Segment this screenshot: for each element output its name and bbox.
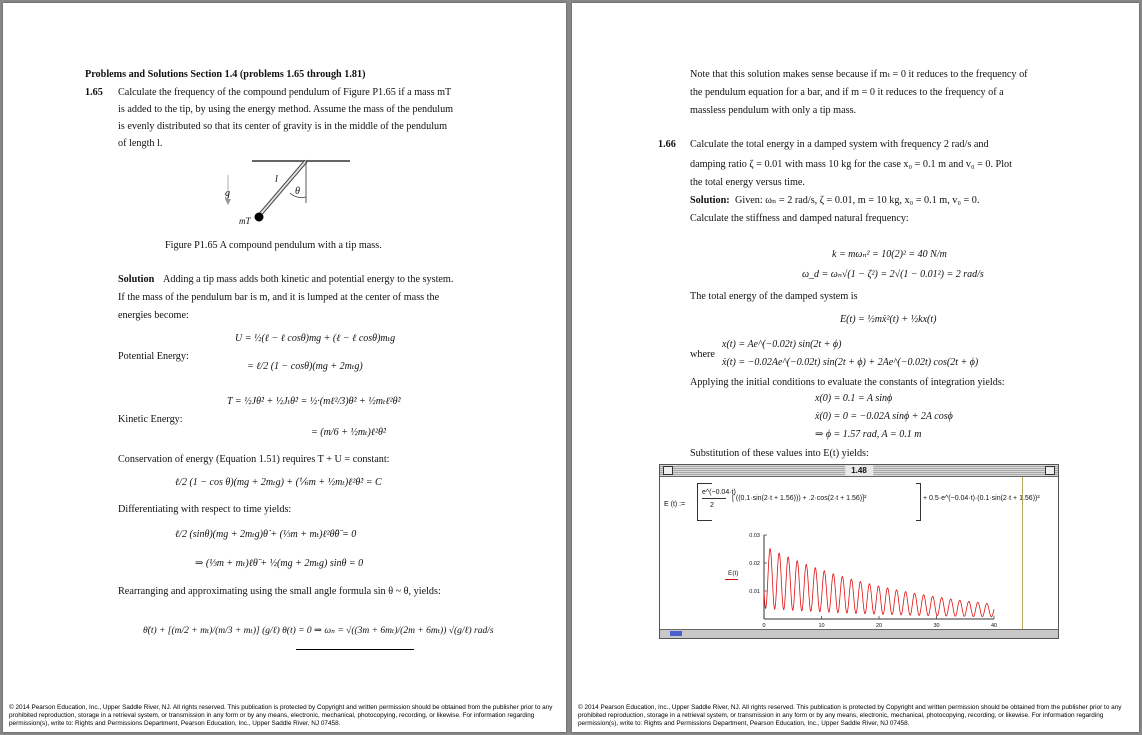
mathcad-exp: e^(−0.04·t) [702,489,736,496]
differentiation-eq2: ⇒ (⅓m + mₜ)ℓθ̈ + ½(mg + 2mₜg) sinθ = 0 [195,558,364,569]
copyright-footer: © 2014 Pearson Education, Inc., Upper Saddle River, NJ. All rights reserved. This publication is protected by Copyright and written permission should be obtained from the publisher prior to any prohibited reproduction, storage in a retrieval system, or transmission in any form or by any means, electronic, mechanical, photocopying, recording, or likewise. For information regarding permission(s), write to: Rights and Permissions Department, Pearson Education, Inc., Upper Saddle River, NJ 07458. [578,704,1122,727]
potential-energy-eq1: U = ½(ℓ − ℓ cosθ)mg + (ℓ − ℓ cosθ)mₜg [235,333,396,344]
note-line: Note that this solution makes sense because if mₜ = 0 it reduces to the frequency of [690,69,1028,80]
left-page [3,3,566,732]
total-energy-text: The total energy of the damped system is [690,291,858,302]
differentiation-eq1: ℓ/2 (sinθ)(mg + 2mₜg)θ̇ + (⅓m + mₜ)ℓ²θ̇θ̈ = 0 [175,529,357,540]
note-line: the pendulum equation for a bar, and if m = 0 it reduces to the frequency of a [690,87,1004,98]
problem-line: is evenly distributed so that its center of gravity is in the middle of the pendulum [118,121,448,132]
result-underline [296,649,414,650]
calc-text: Calculate the stiffness and damped natural frequency: [690,213,909,224]
solution-line: energies become: [118,310,189,321]
problem-line: Calculate the frequency of the compound pendulum of Figure P1.65 if a mass mT [118,87,452,98]
velocity-eq: ẋ(t) = −0.02Ae^(−0.02t) sin(2t + ϕ) + 2Ae^(−0.02t) cos(2t + ϕ) [722,357,979,368]
mass-label: mT [239,216,251,226]
potential-energy-label: Potential Energy: [118,351,189,362]
approximation-text: Rearranging and approximating using the small angle formula sin θ ~ θ, yields: [118,586,441,597]
mathcad-den: 2 [710,502,714,509]
conservation-text: Conservation of energy (Equation 1.51) requires T + U = constant: [118,454,390,465]
theta-label: θ [295,186,301,197]
given-text: Given: ωₙ = 2 rad/s, ζ = 0.01, m = 10 kg, x₀ = 0.1 m, v₀ = 0. [735,195,980,206]
initial-condition-2: ẋ(0) = 0 = −0.02A sinϕ + 2A cosϕ [815,411,953,422]
mathcad-right-bracket [916,483,921,521]
gravity-label: g [225,188,231,199]
x-tick-label: 30 [933,623,940,629]
solution-label: Solution: [690,195,730,206]
mathcad-titlebar[interactable] [660,465,1058,477]
mathcad-formula-mid: [ ((0.1·sin(2·t + 1.56))) + .2·cos(2·t + 1.56)]² [732,495,867,502]
apply-text: Applying the initial conditions to evaluate the constants of integration yields: [690,377,1005,388]
problem-line: Calculate the total energy in a damped system with frequency 2 rad/s and [690,139,989,150]
potential-energy-eq2: = ℓ/2 (1 − cosθ)(mg + 2mₜg) [247,361,363,372]
problem-line: damping ratio ζ = 0.01 with mass 10 kg for the case x₀ = 0.1 m and v₀ = 0. Plot [690,159,1012,170]
solution-line: Adding a tip mass adds both kinetic and potential energy to the system. [163,274,454,285]
damped-frequency-eq: ω_d = ωₙ√(1 − ζ²) = 2√(1 − 0.01²) = 2 rad/s [802,269,984,280]
y-tick-label: 0.01 [749,589,760,595]
energy-eq: E(t) = ½mẋ²(t) + ½kx(t) [840,314,937,325]
problem-number: 1.66 [658,139,676,150]
mathcad-formula-lhs: E (t) := [664,501,686,508]
mathcad-page-boundary [1022,477,1023,629]
x-tick-label: 20 [875,623,883,629]
initial-condition-3: ⇒ ϕ = 1.57 rad, A = 0.1 m [815,429,922,440]
zoom-box-icon[interactable] [1045,466,1055,475]
figure-caption: Figure P1.65 A compound pendulum with a tip mass. [165,240,382,251]
problem-line: is added to the tip, by using the energy method. Assume the mass of the pendulum [118,104,454,115]
displacement-eq: x(t) = Ae^(−0.02t) sin(2t + ϕ) [722,339,842,350]
kinetic-energy-label: Kinetic Energy: [118,414,183,425]
right-page [572,3,1139,732]
where-text: where [690,349,715,360]
final-equation: θ̈(t) + [(m/2 + mₜ)/(m/3 + mₜ)] (g/ℓ) θ(t) = 0 ⇒ ωₙ = √((3m + 6mₜ)/(2m + 6mₜ)) √(g/ℓ) rad/s [143,626,494,636]
problem-line: of length l. [118,138,163,149]
legend-line [725,579,738,580]
tip-mass [255,213,264,222]
scrollbar-thumb[interactable] [670,631,682,636]
y-axis-label: E(t) [728,570,739,577]
x-tick-label: 40 [990,623,998,629]
mathcad-formula-rhs: + 0.5·e^(−0.04·t)·(0.1·sin(2·t + 1.56))² [923,495,1040,502]
y-tick-label: 0.03 [749,533,760,539]
stiffness-eq: k = mωₙ² = 10(2)² = 40 N/m [832,249,947,260]
energy-plot [728,533,1004,633]
solution-line: If the mass of the pendulum bar is m, and it is lumped at the center of mass the [118,292,440,303]
initial-condition-1: x(0) = 0.1 = A sinϕ [815,393,893,404]
plot-series [764,549,994,617]
y-tick-label: 0.02 [749,561,760,567]
note-line: massless pendulum with only a tip mass. [690,105,857,116]
mathcad-fraction-bar [702,498,726,499]
section-title: Problems and Solutions Section 1.4 (problems 1.65 through 1.81) [85,69,366,80]
conservation-eq: ℓ/2 (1 − cos θ)(mg + 2mₜg) + (⅙m + ½mₜ)ℓ²θ̇² = C [175,477,382,488]
differentiation-text: Differentiating with respect to time yields: [118,504,292,515]
mathcad-title: 1.48 [845,465,873,476]
problem-line: the total energy versus time. [690,177,805,188]
substitution-text: Substitution of these values into E(t) yields: [690,448,869,459]
length-label: l [275,174,278,185]
kinetic-energy-eq1: T = ½Jθ̇² + ½Jₜθ̇² = ½·(mℓ²/3)θ̇² + ½mₜℓ²θ̇² [227,396,401,407]
horizontal-scrollbar[interactable] [660,629,1058,638]
x-tick-label: 0 [762,623,766,629]
x-tick-label: 10 [818,623,825,629]
kinetic-energy-eq2: = (m/6 + ½mₜ)ℓ²θ̇² [311,427,386,438]
copyright-footer: © 2014 Pearson Education, Inc., Upper Saddle River, NJ. All rights reserved. This publication is protected by Copyright and written permission should be obtained from the publisher prior to any prohibited reproduction, storage in a retrieval system, or transmission in any form or by any means, electronic, mechanical, photocopying, recording, or likewise. For information regarding permission(s), write to: Rights and Permissions Department, Pearson Education, Inc., Upper Saddle River, NJ 07458. [9,704,553,727]
energy-series-line [764,549,994,617]
solution-label: Solution [118,274,155,285]
problem-number: 1.65 [85,87,103,98]
mathcad-window[interactable] [659,464,1059,639]
close-box-icon[interactable] [663,466,673,475]
